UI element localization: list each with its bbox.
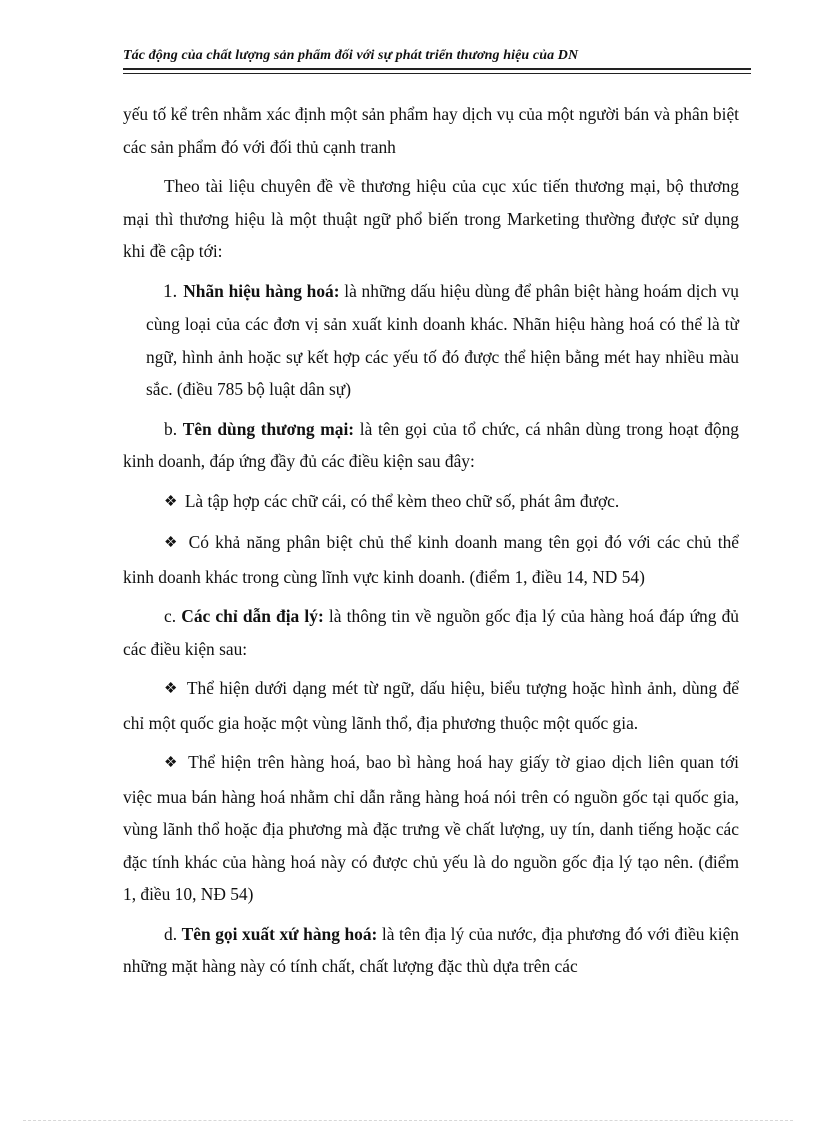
- diamond-bullet-icon: ❖: [164, 681, 179, 697]
- bullet-text: Thể hiện trên hàng hoá, bao bì hàng hoá hay giấy tờ giao dịch liên quan tới việc mua bán hàng hoá nhằm chỉ dẫn rằng hàng hoá nói trên có nguồn gốc tại quốc gia, vùng lãnh thổ hoặc địa phương mà đặc trưng về chất lượng, uy tín, danh tiếng hoặc các đặc tính khác của hàng hoá này có được chủ yếu là do nguồn gốc địa lý tạo nên. (điểm 1, điều 10, NĐ 54): [123, 752, 739, 904]
- diamond-bullet-icon: ❖: [164, 535, 180, 551]
- definition-text: là thông tin về nguồn gốc địa lý của hàng hoá đáp ứng đủ các điều kiện sau:: [123, 606, 739, 659]
- document-body: [123, 98, 739, 983]
- bullet-item: [123, 672, 739, 739]
- list-letter: c.: [164, 606, 177, 626]
- bullet-text: Có khả năng phân biệt chủ thể kinh doanh mang tên gọi đó với các chủ thể kinh doanh khác trong cùng lĩnh vực kinh doanh. (điểm 1, điều 14, ND 54): [123, 532, 739, 587]
- definition-trademark: [123, 275, 739, 406]
- bullet-item: [123, 746, 739, 911]
- bullet-item: [123, 485, 739, 520]
- definition-text: là tên gọi của tổ chức, cá nhân dùng trong hoạt động kinh doanh, đáp ứng đầy đủ các điều kiện sau đây:: [123, 418, 739, 471]
- paragraph-continuation: [123, 98, 739, 163]
- definition-term: Nhãn hiệu hàng hoá:: [183, 280, 340, 301]
- paragraph-intro: [123, 170, 739, 268]
- page-bottom-rule: [23, 1120, 793, 1121]
- diamond-bullet-icon: ❖: [164, 755, 180, 771]
- list-letter: d.: [164, 923, 178, 944]
- bullet-text: Là tập hợp các chữ cái, có thể kèm theo chữ số, phát âm được.: [184, 490, 620, 511]
- diamond-bullet-icon: ❖: [164, 493, 178, 510]
- definition-trade-name: [123, 413, 739, 478]
- definition-term: Tên dùng thương mại:: [182, 418, 355, 439]
- header-rule-thick: [123, 68, 751, 70]
- definition-term: Tên gọi xuất xứ hàng hoá:: [181, 923, 378, 944]
- definition-text: là tên địa lý của nước, địa phương đó với điều kiện những mặt hàng này có tính chất, chất lượng đặc thù dựa trên các: [123, 923, 740, 976]
- definition-appellation-of-origin: [123, 918, 739, 983]
- bullet-item: [123, 526, 739, 593]
- definition-geographical-indication: [123, 600, 739, 665]
- list-number: 1.: [163, 280, 178, 302]
- definition-term: Các chỉ dẫn địa lý:: [181, 606, 324, 626]
- definition-text: là những dấu hiệu dùng để phân biệt hàng hoám dịch vụ cùng loại của các đơn vị sản xuất kinh doanh khác. Nhãn hiệu hàng hoá có thể là từ ngữ, hình ảnh hoặc sự kết hợp các yếu tố đó được thể hiện bằng mét hay nhiều màu sắc. (điều 785 bộ luật dân sự): [146, 280, 739, 399]
- page-header: Tác động của chất lượng sản phẩm đối với sự phát triển thương hiệu của DN: [123, 48, 579, 63]
- header-rule-thin: [123, 73, 751, 74]
- list-letter: b.: [164, 418, 178, 439]
- paragraph-text: yếu tố kể trên nhằm xác định một sản phẩm hay dịch vụ của một người bán và phân biệt các sản phẩm đó với đối thủ cạnh tranh: [123, 104, 739, 157]
- bullet-text: Thể hiện dưới dạng mét từ ngữ, dấu hiệu, biểu tượng hoặc hình ảnh, dùng để chỉ một quốc gia hoặc một vùng lãnh thổ, địa phương thuộc một quốc gia.: [123, 678, 739, 733]
- paragraph-text: Theo tài liệu chuyên đề về thương hiệu của cục xúc tiến thương mại, bộ thương mại thì thương hiệu là một thuật ngữ phổ biến trong Marketing thường được sử dụng khi đề cập tới:: [123, 176, 739, 261]
